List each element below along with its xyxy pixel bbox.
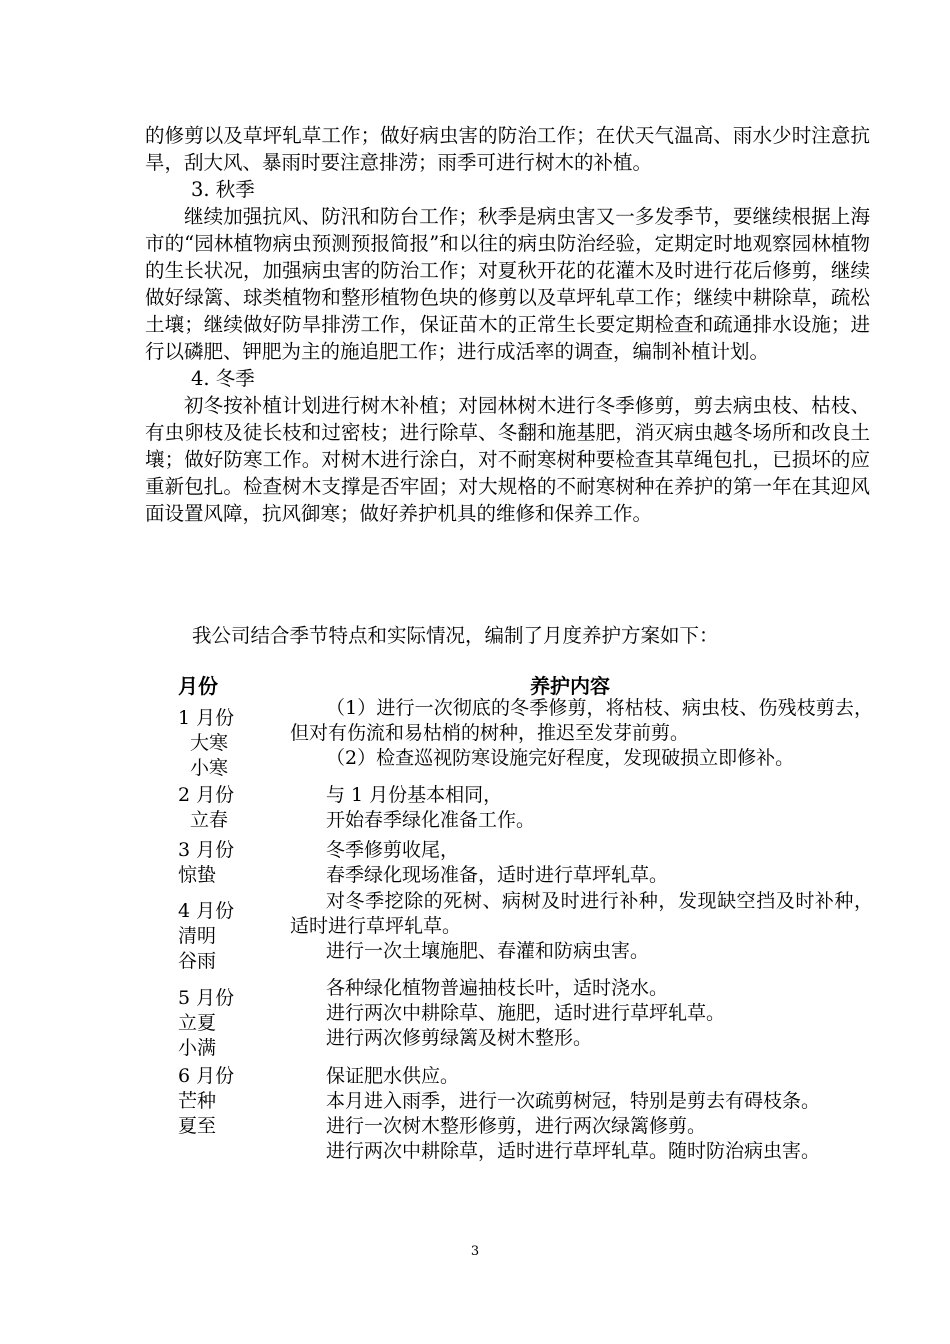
solar-term: 谷雨 <box>178 950 217 972</box>
month-label: 2 月份 <box>178 784 235 806</box>
content-line: 各种绿化植物普遍抽枝长叶，适时浇水。 <box>326 977 669 999</box>
month-cell <box>178 838 258 888</box>
solar-term: 小寒 <box>190 757 229 779</box>
content-line: 进行一次树木整形修剪，进行两次绿篱修剪。 <box>326 1115 707 1137</box>
content-line: 与 1 月份基本相同， <box>326 784 503 806</box>
month-label: 1 月份 <box>178 707 235 729</box>
content-line: （1）进行一次彻底的冬季修剪，将枯枝、病虫枝、伤残枝剪去，但对有伤流和易枯梢的树种，推迟至发芽前剪。 <box>290 697 873 744</box>
content-cell <box>290 783 873 833</box>
month-cell <box>178 783 258 833</box>
content-line: 进行一次土壤施肥、春灌和防病虫害。 <box>326 940 650 962</box>
solar-term: 大寒 <box>190 732 229 754</box>
solar-term: 惊蛰 <box>178 864 217 886</box>
content-cell <box>290 976 873 1051</box>
solar-term: 立春 <box>190 809 229 831</box>
solar-term: 立夏 <box>178 1012 217 1034</box>
content-line: （2）检查巡视防寒设施完好程度，发现破损立即修补。 <box>326 747 795 769</box>
autumn-heading: 3. 秋季 <box>191 178 255 201</box>
month-cell <box>178 696 258 781</box>
month-cell <box>178 1064 258 1139</box>
content-cell <box>290 696 873 771</box>
content-line: 进行两次中耕除草，适时进行草坪轧草。随时防治病虫害。 <box>326 1140 821 1162</box>
autumn-paragraph: 继续加强抗风、防汛和防台工作；秋季是病虫害又一多发季节，要继续根据上海市的“园林植物病虫预测预报简报”和以往的病虫防治经验，定期定时地观察园林植物的生长状况，加强病虫害的防治工作；对夏秋开花的花灌木及时进行花后修剪，继续做好绿篱、球类植物和整形植物色块的修剪以及草坪轧草工作；继续中耕除草，疏松土壤；继续做好防旱排涝工作，保证苗木的正常生长要定期检查和疏通排水设施；进行以磷肥、钾肥为主的施追肥工作；进行成活率的调查，编制补植计划。 <box>145 205 870 363</box>
page-number: 3 <box>470 1244 480 1259</box>
content-line: 对冬季挖除的死树、病树及时进行补种，发现缺空挡及时补种，适时进行草坪轧草。 <box>290 890 873 937</box>
content-line: 开始春季绿化准备工作。 <box>326 809 536 831</box>
month-label: 6 月份 <box>178 1065 235 1087</box>
content-line: 进行两次中耕除草、施肥，适时进行草坪轧草。 <box>326 1002 726 1024</box>
summer-paragraph-tail: 的修剪以及草坪轧草工作；做好病虫害的防治工作；在伏天气温高、雨水少时注意抗旱，刮大风、暴雨时要注意排涝；雨季可进行树木的补植。 <box>145 124 870 174</box>
solar-term: 夏至 <box>178 1115 217 1137</box>
month-cell <box>178 889 258 974</box>
month-label: 5 月份 <box>178 987 235 1009</box>
winter-paragraph: 初冬按补植计划进行树木补植；对园林树木进行冬季修剪，剪去病虫枝、枯枝、有虫卵枝及徒长枝和过密枝；进行除草、冬翻和施基肥，消灭病虫越冬场所和改良土壤；做好防寒工作。对树木进行涂白，对不耐寒树种要检查其草绳包扎，已损坏的应重新包扎。检查树木支撑是否牢固；对大规格的不耐寒树种在养护的第一年在其迎风面设置风障，抗风御寒；做好养护机具的维修和保养工作。 <box>145 394 870 525</box>
solar-term: 清明 <box>178 925 217 947</box>
content-line: 保证肥水供应。 <box>326 1065 460 1087</box>
month-label: 4 月份 <box>178 900 235 922</box>
plan-intro: 我公司结合季节特点和实际情况，编制了月度养护方案如下： <box>192 624 719 647</box>
content-cell <box>290 838 873 888</box>
month-cell <box>178 976 258 1061</box>
content-line: 冬季修剪收尾， <box>326 839 460 861</box>
content-cell <box>290 889 873 964</box>
content-line: 本月进入雨季，进行一次疏剪树冠，特别是剪去有碍枝条。 <box>326 1090 821 1112</box>
body-text <box>145 122 870 527</box>
month-label: 3 月份 <box>178 839 235 861</box>
content-line: 春季绿化现场准备，适时进行草坪轧草。 <box>326 864 669 886</box>
winter-heading: 4. 冬季 <box>191 367 255 390</box>
solar-term: 小满 <box>178 1037 217 1059</box>
solar-term: 芒种 <box>178 1090 217 1112</box>
content-line: 进行两次修剪绿篱及树木整形。 <box>326 1027 593 1049</box>
content-cell <box>290 1064 873 1164</box>
header-content: 养护内容 <box>530 674 610 698</box>
header-month: 月份 <box>178 674 218 698</box>
